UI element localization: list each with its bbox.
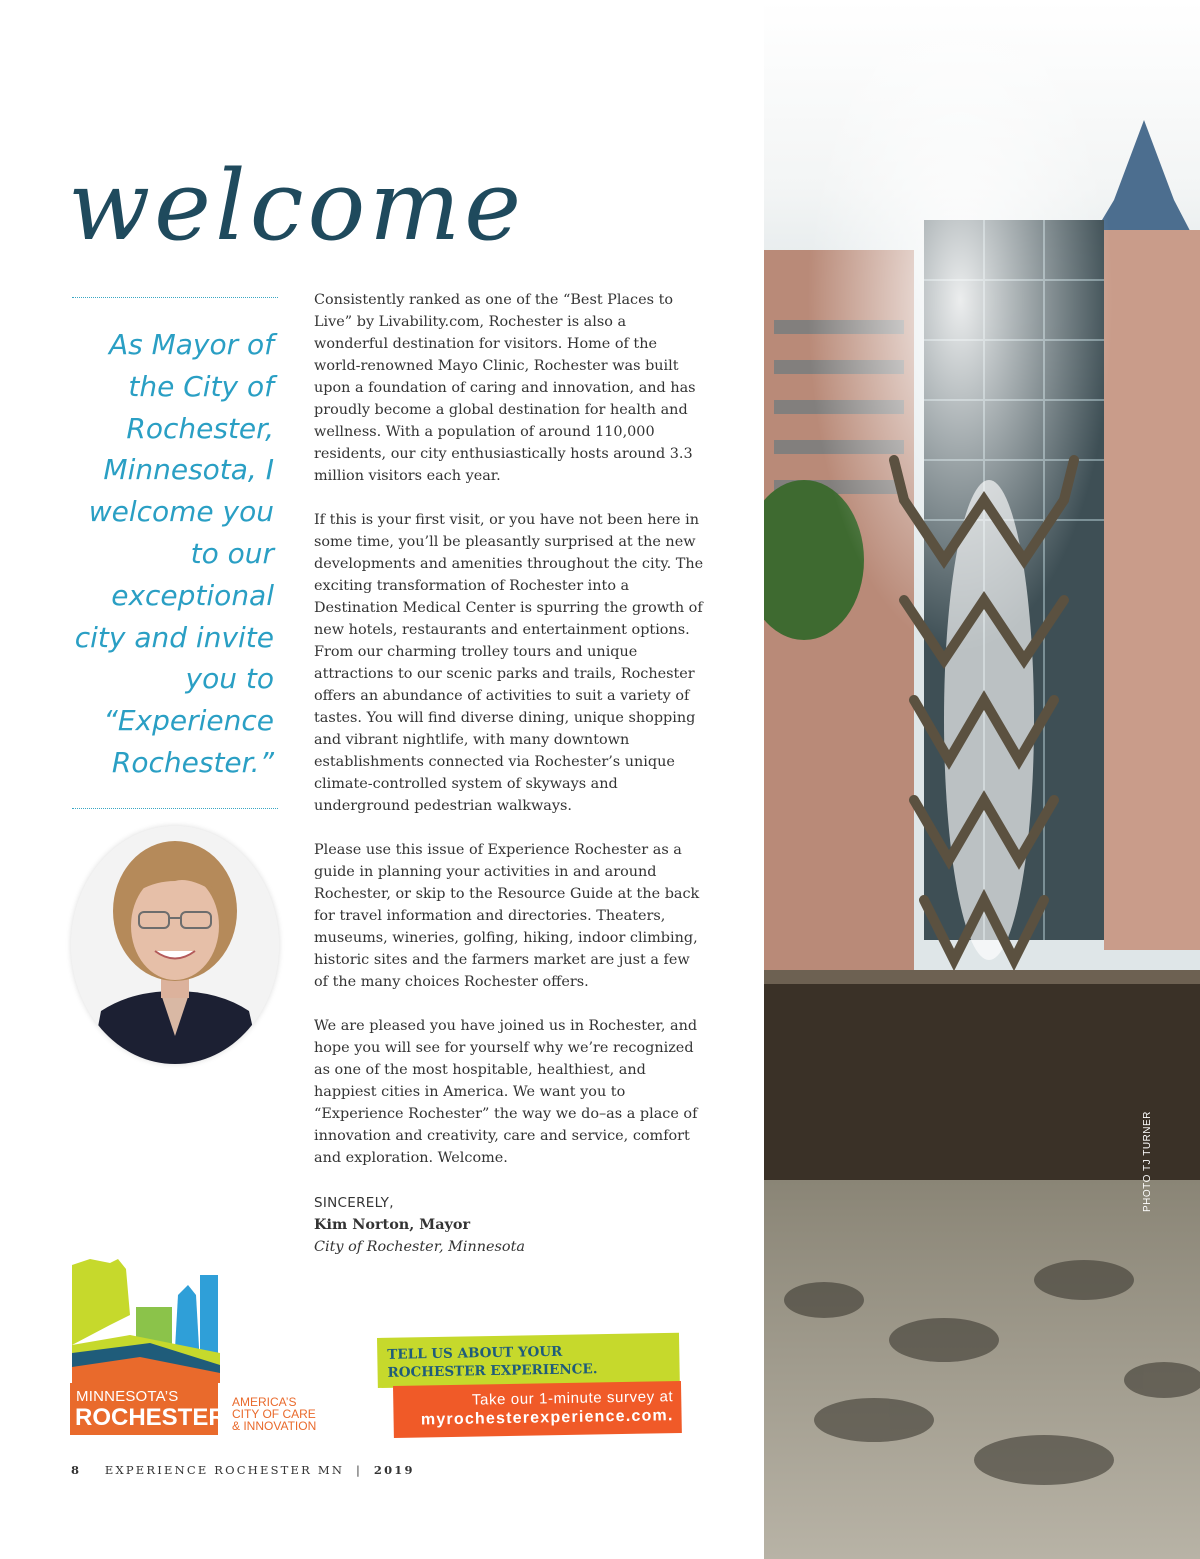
fountain-photo: [764, 0, 1200, 1559]
signoff-title: City of Rochester, Minnesota: [314, 1239, 525, 1255]
city-skyline-logo-icon: [70, 1255, 230, 1385]
survey-callout[interactable]: [377, 1338, 683, 1444]
logo-line2: ROCHESTER: [75, 1404, 226, 1431]
survey-headline: [387, 1342, 597, 1382]
survey-url-link[interactable]: myrochesterexperience.com.: [420, 1407, 674, 1429]
page-title: welcome: [68, 150, 526, 262]
body-paragraph-4: We are pleased you have joined us in Rochester, and hope you will see for yourself why we’re recognized as one of the most hospitable, healthiest, and happiest cities in America. We want you to “Experience Rochester” the way we do–as a place of innovation and creativity, care and service, comfort and exploration. Welcome.: [314, 1018, 698, 1166]
logo-tagline-3: & INNOVATION: [232, 1419, 317, 1433]
fountain-sculpture-illustration: [764, 0, 1200, 1559]
minnesotas-rochester-logo: [70, 1255, 330, 1437]
mayor-portrait-illustration: [71, 826, 279, 1064]
logo-tagline: [232, 1396, 316, 1432]
body-paragraph-3: Please use this issue of Experience Rochester as a guide in planning your activities in and around Rochester, or skip to the Resource Guide at the back for travel information and directories. Theaters, museums, wineries, golfing, hiking, indoor climbing, historic sites and the farmers market are just a few of the many choices Rochester offers.: [314, 842, 700, 990]
letter-body: [314, 289, 704, 1191]
page-footer: [71, 1463, 415, 1477]
logo-line1: MINNESOTA’S: [76, 1388, 179, 1405]
survey-cta: Take our 1-minute survey at: [471, 1388, 674, 1409]
signoff-sincerely: SINCERELY,: [314, 1195, 394, 1211]
survey-headline-line2: ROCHESTER EXPERIENCE.: [387, 1361, 598, 1381]
survey-cta-box[interactable]: [393, 1381, 682, 1438]
survey-headline-box: [377, 1333, 680, 1388]
divider-top: [72, 297, 278, 298]
body-paragraph-1: Consistently ranked as one of the “Best Places to Live” by Livability.com, Rochester is also a wonderful destination for visitors. Home of the world-renowned Mayo Clinic, Rochester was built upon a foundation of caring and innovation, and has proudly become a global destination for health and wellness. With a population of around 110,000 residents, our city enthusiastically hosts around 3.3 million visitors each year.: [314, 292, 696, 484]
signoff-name: Kim Norton, Mayor: [314, 1216, 471, 1233]
body-paragraph-2: If this is your first visit, or you have not been here in some time, you’ll be pleasantly surprised at the new developments and amenities throughout the city. The exciting transformation of Rochester into a Destination Medical Center is spurring the growth of new hotels, restaurants and entertainment options. From our charming trolley tours and unique attractions to our scenic parks and trails, Rochester offers an abundance of activities to suit a variety of tastes. You will find diverse dining, unique shopping and vibrant nightlife, with many downtown establishments connected via Rochester’s unique climate-controlled system of skyways and underground pedestrian walkways.: [314, 512, 704, 814]
mayor-portrait: [71, 826, 279, 1064]
signoff: [314, 1192, 714, 1258]
survey-headline-line1: TELL US ABOUT YOUR: [387, 1343, 563, 1363]
pull-quote: As Mayor of the City of Rochester, Minnesota, I welcome you to our exceptional city and invite you to “Experience Rochester.”: [74, 328, 274, 779]
publication-year: 2019: [373, 1463, 415, 1477]
page-number: 8: [71, 1463, 80, 1477]
footer-separator: |: [355, 1463, 363, 1477]
logo-tagline-2: CITY OF CARE: [232, 1407, 316, 1421]
photo-credit-label: PHOTO: [1142, 1174, 1153, 1212]
photo-credit-name: TJ TURNER: [1142, 1111, 1153, 1171]
logo-tagline-1: AMERICA’S: [232, 1395, 297, 1409]
publication-name: EXPERIENCE ROCHESTER MN: [104, 1463, 345, 1477]
divider-bottom: [72, 808, 278, 809]
photo-credit: [1142, 1112, 1156, 1212]
